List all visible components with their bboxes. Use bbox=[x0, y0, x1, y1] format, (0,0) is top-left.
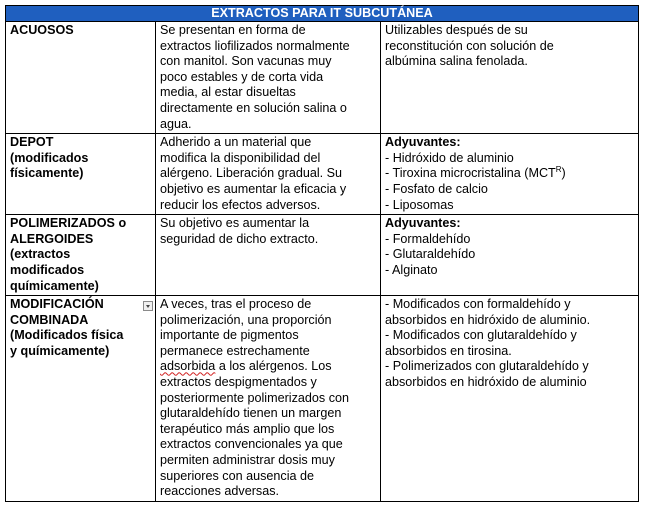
description-line: extractos despigmentados y bbox=[160, 375, 317, 390]
superscript-r: R bbox=[555, 165, 562, 175]
description-cell bbox=[156, 296, 381, 502]
category-label: y químicamente) bbox=[10, 343, 110, 358]
notes-line: - Liposomas bbox=[385, 197, 454, 212]
description-cell bbox=[156, 215, 381, 296]
description-line bbox=[160, 359, 376, 375]
description-line: modifica la disponibilidad del bbox=[160, 150, 321, 165]
notes-line bbox=[385, 166, 634, 182]
description-line: reducir los efectos adversos. bbox=[160, 197, 321, 212]
notes-line: absorbidos en tirosina. bbox=[385, 343, 512, 358]
description-line: polimerización, una proporción bbox=[160, 312, 332, 327]
description-line: extractos liofilizados normalmente bbox=[160, 38, 350, 53]
description-line: terapéutico más amplio que los bbox=[160, 421, 335, 436]
table-row bbox=[6, 22, 639, 134]
notes-line: absorbidos en hidróxido de aluminio. bbox=[385, 312, 591, 327]
description-line: permanece estrechamente bbox=[160, 343, 310, 358]
notes-line: - Modificados con glutaraldehído y bbox=[385, 328, 577, 343]
adjuvants-heading: Adyuvantes: bbox=[385, 135, 461, 150]
description-line: seguridad de dicho extracto. bbox=[160, 231, 319, 246]
description-line: Adherido a un material que bbox=[160, 135, 312, 150]
notes-line: - Alginato bbox=[385, 262, 438, 277]
category-cell bbox=[6, 134, 156, 215]
notes-cell bbox=[381, 134, 639, 215]
notes-line: - Modificados con formaldehído y bbox=[385, 297, 571, 312]
notes-line: - Fosfato de calcio bbox=[385, 181, 488, 196]
description-line: extractos convencionales ya que bbox=[160, 437, 343, 452]
notes-text: - Tiroxina microcristalina (MCT bbox=[385, 166, 556, 181]
dropdown-arrow-icon[interactable] bbox=[143, 301, 153, 311]
table-row bbox=[6, 215, 639, 296]
category-cell bbox=[6, 22, 156, 134]
description-line: objetivo es aumentar la eficacia y bbox=[160, 181, 347, 196]
description-line: A veces, tras el proceso de bbox=[160, 297, 312, 312]
category-label: POLIMERIZADOS o bbox=[10, 216, 127, 231]
description-line: posteriormente polimerizados con bbox=[160, 390, 349, 405]
description-cell bbox=[156, 134, 381, 215]
description-line: agua. bbox=[160, 116, 192, 131]
category-cell bbox=[6, 296, 156, 502]
table-row bbox=[6, 296, 639, 502]
description-cell bbox=[156, 22, 381, 134]
category-cell bbox=[6, 215, 156, 296]
notes-cell bbox=[381, 215, 639, 296]
category-label: ACUOSOS bbox=[10, 23, 74, 37]
notes-line: absorbidos en hidróxido de aluminio bbox=[385, 375, 587, 390]
notes-line: - Hidróxido de aluminio bbox=[385, 150, 514, 165]
description-line: media, al estar disueltas bbox=[160, 85, 296, 100]
notes-cell bbox=[381, 22, 639, 134]
description-line: Se presentan en forma de bbox=[160, 23, 306, 37]
extracts-table bbox=[5, 5, 639, 502]
description-line: glutaraldehído tienen un margen bbox=[160, 406, 342, 421]
notes-line: - Formaldehído bbox=[385, 231, 471, 246]
description-line: alérgeno. Liberación gradual. Su bbox=[160, 166, 343, 181]
description-text: a los alérgenos. Los bbox=[215, 359, 332, 374]
adjuvants-heading: Adyuvantes: bbox=[385, 216, 461, 231]
description-line: superiores con ausencia de bbox=[160, 468, 315, 483]
description-line: permiten administrar dosis muy bbox=[160, 453, 335, 468]
category-label: COMBINADA bbox=[10, 312, 89, 327]
category-label: químicamente) bbox=[10, 278, 99, 293]
notes-line: reconstitución con solución de bbox=[385, 38, 554, 53]
notes-line: - Glutaraldehído bbox=[385, 247, 476, 262]
extracts-table-container bbox=[5, 5, 638, 502]
notes-line: Utilizables después de su bbox=[385, 23, 528, 37]
category-label: MODIFICACIÓN bbox=[10, 297, 104, 312]
category-label: DEPOT bbox=[10, 135, 54, 150]
category-label: (modificados bbox=[10, 150, 89, 165]
description-line: poco estables y de corta vida bbox=[160, 69, 324, 84]
category-label: (extractos bbox=[10, 247, 71, 262]
description-line: Su objetivo es aumentar la bbox=[160, 216, 310, 231]
table-title: EXTRACTOS PARA IT SUBCUTÁNEA bbox=[6, 6, 639, 22]
table-row bbox=[6, 134, 639, 215]
table-header-row bbox=[6, 6, 639, 22]
category-label: físicamente) bbox=[10, 166, 84, 181]
category-label: modificados bbox=[10, 262, 85, 277]
category-label: (Modificados física bbox=[10, 328, 124, 343]
spellcheck-word[interactable]: adsorbida bbox=[160, 359, 216, 374]
description-line: directamente en solución salina o bbox=[160, 100, 347, 115]
category-label: ALERGOIDES bbox=[10, 231, 94, 246]
notes-line: albúmina salina fenolada. bbox=[385, 54, 528, 69]
description-line: con manitol. Son vacunas muy bbox=[160, 54, 332, 69]
description-line: importante de pigmentos bbox=[160, 328, 299, 343]
notes-close-paren: ) bbox=[561, 166, 566, 181]
description-line: reacciones adversas. bbox=[160, 484, 280, 499]
notes-line: - Polimerizados con glutaraldehído y bbox=[385, 359, 589, 374]
notes-cell bbox=[381, 296, 639, 502]
